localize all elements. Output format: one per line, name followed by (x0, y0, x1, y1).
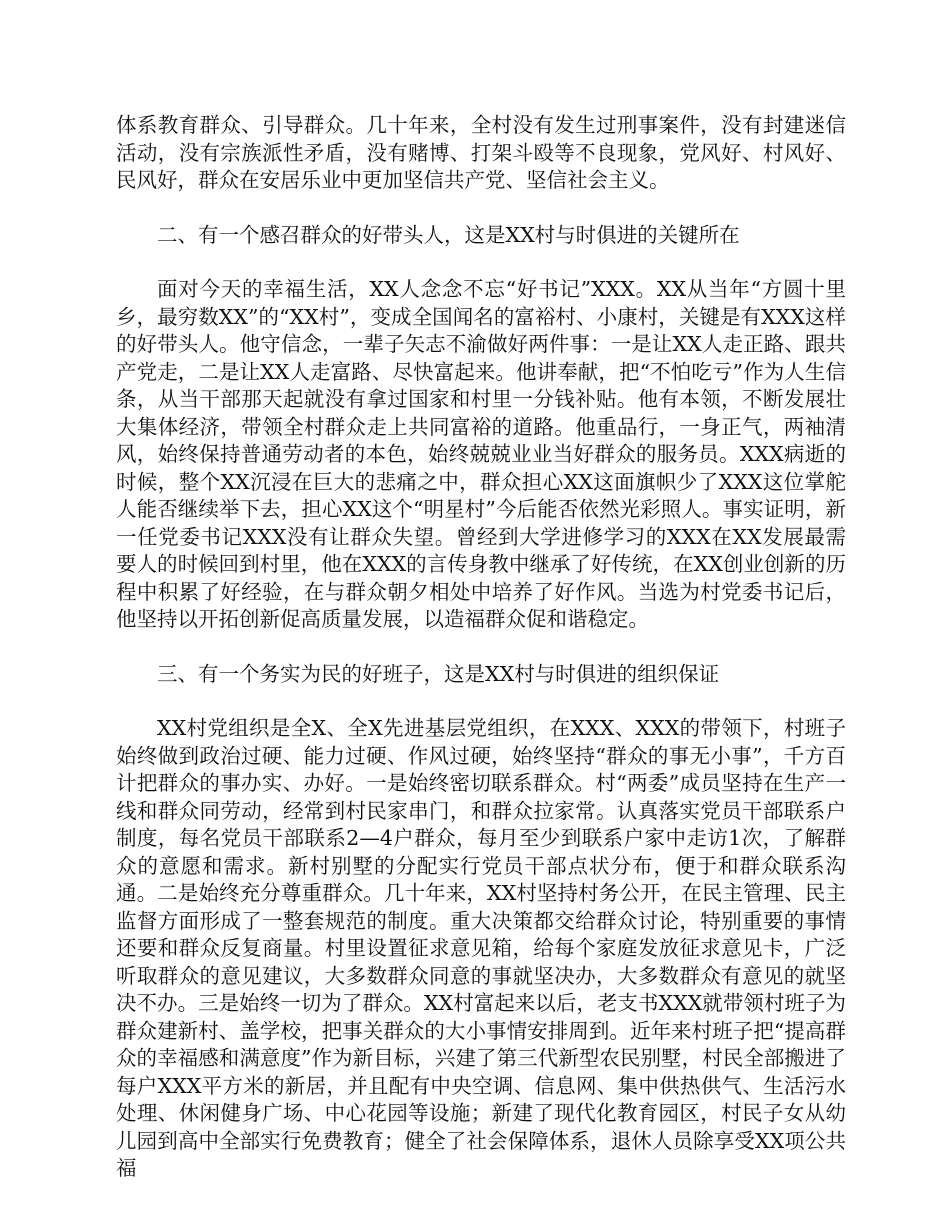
body-paragraph-continued: 体系教育群众、引导群众。几十年来，全村没有发生过刑事案件，没有封建迷信活动，没有宗族派性矛盾，没有赌博、打架斗殴等不良现象，党风好、村风好、民风好，群众在安居乐业中更加坚信共产党、坚信社会主义。 (116, 113, 846, 192)
document-page (116, 112, 846, 1183)
body-paragraph-section-two: 面对今天的幸福生活，XX人念念不忘“好书记”XXX。XX从当年“方圆十里乡，最穷数XX”的“XX村”，变成全国闻名的富裕村、小康村，关键是有XXX这样的好带头人。他守信念，一辈子矢志不渝做好两件事：一是让XX人走正路、跟共产党走，二是让XX人走富路、尽快富起来。他讲奉献，把“不怕吃亏”作为人生信条，从当干部那天起就没有拿过国家和村里一分钱补贴。他有本领，不断发展壮大集体经济，带领全村群众走上共同富裕的道路。他重品行，一身正气，两袖清风，始终保持普通劳动者的本色，始终兢兢业业当好群众的服务员。XXX病逝的时候，整个XX沉浸在巨大的悲痛之中，群众担心XX这面旗帜少了XXX这位掌舵人能否继续举下去，担心XX这个“明星村”今后能否依然光彩照人。事实证明，新一任党委书记XXX没有让群众失望。曾经到大学进修学习的XXX在XX发展最需要人的时候回到村里，他在XXX的言传身教中继承了好传统，在XX创业创新的历程中积累了好经验，在与群众朝夕相处中培养了好作风。当选为村党委书记后，他坚持以开拓创新促高质量发展，以造福群众促和谐稳定。 (116, 277, 846, 631)
section-heading-three: 三、有一个务实为民的好班子，这是XX村与时俱进的组织保证 (157, 661, 720, 686)
section-heading-two: 二、有一个感召群众的好带头人，这是XX村与时俱进的关键所在 (157, 222, 740, 247)
body-paragraph-section-three: XX村党组织是全X、全X先进基层党组织，在XXX、XXX的带领下，村班子始终做到政治过硬、能力过硬、作风过硬，始终坚持“群众的事无小事”，千方百计把群众的事办实、办好。一是始终密切联系群众。村“两委”成员坚持在生产一线和群众同劳动，经常到村民家串门，和群众拉家常。认真落实党员干部联系户制度，每名党员干部联系2—4户群众，每月至少到联系户家中走访1次，了解群众的意愿和需求。新村别墅的分配实行党员干部点状分布，便于和群众联系沟通。二是始终充分尊重群众。几十年来，XX村坚持村务公开，在民主管理、民主监督方面形成了一整套规范的制度。重大决策都交给群众讨论，特别重要的事情还要和群众反复商量。村里设置征求意见箱，给每个家庭发放征求意见卡，广泛听取群众的意见建议，大多数群众同意的事就坚决办，大多数群众有意见的就坚决不办。三是始终一切为了群众。XX村富起来以后，老支书XXX就带领村班子为群众建新村、盖学校，把事关群众的大小事情安排周到。近年来村班子把“提高群众的幸福感和满意度”作为新目标，兴建了第三代新型农民别墅，村民全部搬进了每户XXX平方米的新居，并且配有中央空调、信息网、集中供热供气、生活污水处理、休闲健身广场、中心花园等设施；新建了现代化教育园区，村民子女从幼儿园到高中全部实行免费教育；健全了社会保障体系，退休人员除享受XX项公共福 (116, 716, 846, 1180)
